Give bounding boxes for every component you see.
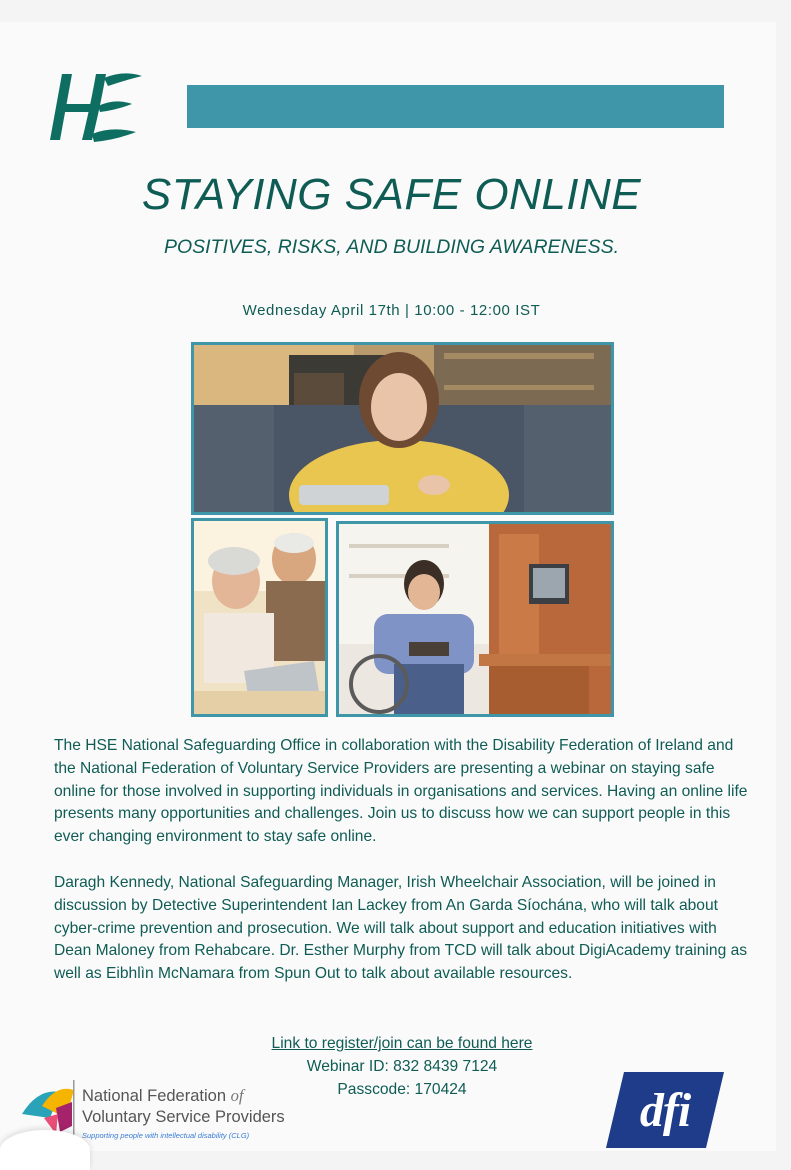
- page-subtitle: POSITIVES, RISKS, AND BUILDING AWARENESS.: [163, 236, 620, 258]
- photo-man-in-wheelchair: [336, 521, 614, 717]
- header-accent-bar: [187, 85, 724, 128]
- photo-elderly-couple: [191, 518, 328, 717]
- nfvsp-tagline: Supporting people with intellectual disability (CLG): [82, 1131, 250, 1140]
- intro-paragraph: The HSE National Safeguarding Office in collaboration with the Disability Federation of Ireland and the National Federation of Voluntary Service Providers are presenting a webinar on staying safe online for those involved in supporting individuals in organisations and services. Having an online life presents many opportunities and challenges. Join us to discuss how we can support people in this ever changing environment to stay safe online.: [54, 737, 748, 846]
- speakers-paragraph: Daragh Kennedy, National Safeguarding Manager, Irish Wheelchair Association, will be joined in discussion by Detective Superintendent Ian Lackey from An Garda Síochána, who will talk about cyber-crime prevention and prosecution. We will talk about support and education initiatives with Dean Maloney from Rehabcare. Dr. Esther Murphy from TCD will talk about DigiAcademy training as well as Eibhlìn McNamara from Spun Out to talk about available resources.: [54, 874, 748, 983]
- photo-woman-with-tablet: [191, 342, 614, 515]
- webinar-passcode: Passcode: 170424: [337, 1081, 467, 1098]
- nfvsp-name-line2: Voluntary Service Providers: [82, 1108, 285, 1126]
- page-curl-decoration: [0, 1130, 90, 1170]
- webinar-id: Webinar ID: 832 8439 7124: [306, 1058, 498, 1075]
- event-datetime: Wednesday April 17th | 10:00 - 12:00 IST: [242, 302, 541, 319]
- nfvsp-name-line1: National Federation of: [82, 1086, 244, 1105]
- register-link[interactable]: Link to register/join can be found here: [271, 1035, 533, 1052]
- page-title: STAYING SAFE ONLINE: [141, 170, 642, 219]
- dfi-logo: [606, 1072, 724, 1148]
- hse-logo: [46, 68, 146, 144]
- dfi-logo-text: dfi: [639, 1083, 691, 1137]
